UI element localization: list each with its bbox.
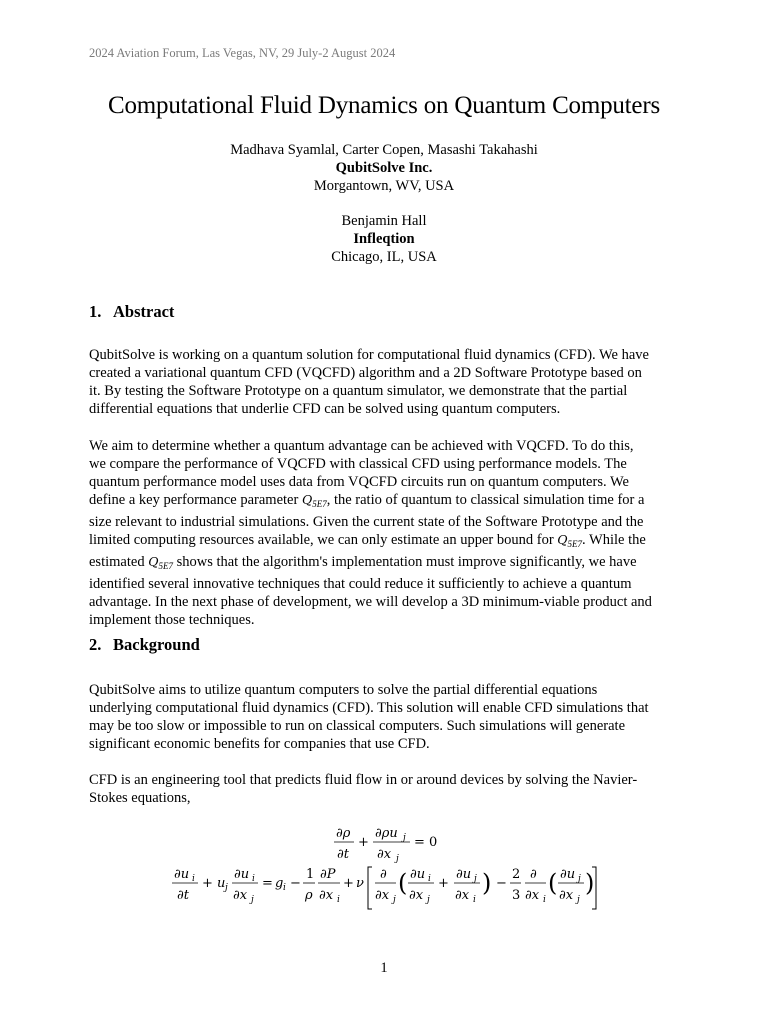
text-line: may be too slow or impossible to run on classical computers. Such simulations will generate bbox=[89, 718, 626, 734]
math-subscript: 5E7 bbox=[312, 499, 327, 509]
svg-text:1: 1 bbox=[306, 867, 315, 882]
paragraph bbox=[89, 771, 679, 807]
svg-text:∂x: ∂x bbox=[375, 888, 390, 903]
svg-text:ρ: ρ bbox=[305, 888, 313, 903]
conference-header: 2024 Aviation Forum, Las Vegas, NV, 29 July-2 August 2024 bbox=[89, 46, 396, 60]
svg-text:i: i bbox=[192, 874, 195, 884]
text-line: CFD is an engineering tool that predicts fluid flow in or around devices by solving the Navier- bbox=[89, 772, 638, 788]
math-subscript: 5E7 bbox=[158, 561, 173, 571]
svg-text:∂P: ∂P bbox=[320, 867, 336, 882]
svg-text:∂x: ∂x bbox=[455, 888, 470, 903]
svg-text:): ) bbox=[482, 869, 492, 897]
svg-text:(: ( bbox=[398, 869, 408, 897]
paragraph bbox=[89, 346, 679, 418]
svg-text:∂ρu: ∂ρu bbox=[375, 826, 398, 841]
svg-text:(: ( bbox=[548, 869, 558, 897]
text-line: created a variational quantum CFD (VQCFD) algorithm and a 2D Software Prototype based on bbox=[89, 365, 642, 381]
text-line: QubitSolve is working on a quantum solution for computational fluid dynamics (CFD). We have bbox=[89, 347, 649, 363]
paragraph bbox=[89, 681, 679, 753]
svg-text:j: j bbox=[578, 874, 581, 884]
svg-text:j: j bbox=[403, 833, 406, 843]
svg-text:∂u: ∂u bbox=[174, 867, 190, 882]
equation-momentum bbox=[172, 867, 596, 909]
svg-text:i: i bbox=[337, 895, 340, 905]
svg-text:j: j bbox=[393, 895, 396, 905]
equation-continuity bbox=[334, 826, 437, 864]
svg-text:i: i bbox=[283, 883, 286, 893]
svg-text:): ) bbox=[585, 869, 595, 897]
paper-title: Computational Fluid Dynamics on Quantum Computers bbox=[108, 92, 660, 119]
page-number: 1 bbox=[380, 960, 388, 976]
math-symbol: Q bbox=[301, 492, 313, 507]
text-line: Stokes equations, bbox=[89, 790, 191, 806]
svg-text:∂ρ: ∂ρ bbox=[336, 826, 351, 841]
svg-text:∂x: ∂x bbox=[409, 888, 424, 903]
section-number: 2. bbox=[89, 635, 102, 654]
svg-text:+: + bbox=[438, 876, 449, 891]
text-line: differential equations that underlie CFD can be solved using quantum computers. bbox=[89, 401, 561, 417]
svg-text:i: i bbox=[428, 874, 431, 884]
svg-text:2: 2 bbox=[512, 867, 521, 882]
svg-text:i: i bbox=[543, 895, 546, 905]
svg-text:∂x: ∂x bbox=[233, 888, 248, 903]
svg-text:= 0: = 0 bbox=[414, 835, 438, 850]
paragraph bbox=[89, 437, 679, 629]
svg-text:j: j bbox=[225, 883, 228, 893]
svg-text:+: + bbox=[358, 835, 369, 850]
section-title: Background bbox=[113, 635, 200, 654]
text-line: estimated $Q_{5E7}$ shows that the algorithm's implementation must improve significantly, we have bbox=[89, 554, 637, 571]
svg-text:j: j bbox=[251, 895, 254, 905]
svg-text:+: + bbox=[343, 876, 354, 891]
author-location-2: Chicago, IL, USA bbox=[331, 249, 437, 265]
svg-text:j: j bbox=[427, 895, 430, 905]
svg-text:∂: ∂ bbox=[530, 867, 537, 882]
svg-text:∂t: ∂t bbox=[337, 847, 349, 862]
svg-text:∂x: ∂x bbox=[525, 888, 540, 903]
svg-text:i: i bbox=[473, 895, 476, 905]
svg-text:j: j bbox=[577, 895, 580, 905]
text-line: underlying computational fluid dynamics (CFD). This solution will enable CFD simulations that bbox=[89, 700, 649, 716]
text-line: We aim to determine whether a quantum advantage can be achieved with VQCFD. To do this, bbox=[89, 438, 634, 454]
section-heading-abstract bbox=[89, 302, 174, 322]
text-line: we compare the performance of VQCFD with classical CFD using performance models. The bbox=[89, 456, 627, 472]
svg-text:∂: ∂ bbox=[380, 867, 387, 882]
math-subscript: 5E7 bbox=[567, 539, 583, 549]
section-heading-background bbox=[89, 635, 200, 655]
svg-text:∂x: ∂x bbox=[559, 888, 574, 903]
svg-text:−: − bbox=[496, 876, 507, 891]
svg-text:∂u: ∂u bbox=[234, 867, 250, 882]
text-line: significant economic benefits for companies that use CFD. bbox=[89, 736, 430, 752]
author-affiliation-1: QubitSolve Inc. bbox=[335, 160, 433, 176]
section-title: Abstract bbox=[113, 302, 175, 321]
svg-text:g: g bbox=[275, 876, 284, 891]
author-names-1: Madhava Syamlal, Carter Copen, Masashi Takahashi bbox=[230, 142, 538, 158]
text-line: identified several innovative techniques that could reduce it sufficiently to achieve a quantum bbox=[89, 576, 632, 592]
svg-text:ν: ν bbox=[356, 876, 364, 891]
text-line: implement those techniques. bbox=[89, 612, 255, 628]
svg-text:∂t: ∂t bbox=[177, 888, 189, 903]
svg-text:∂x: ∂x bbox=[319, 888, 334, 903]
section-number: 1. bbox=[89, 302, 102, 321]
svg-text:−: − bbox=[290, 876, 301, 891]
svg-text:i: i bbox=[252, 874, 255, 884]
text-line: it. By testing the Software Prototype on a quantum simulator, we demonstrate that the partial bbox=[89, 383, 628, 399]
svg-text:j: j bbox=[396, 854, 399, 864]
navier-stokes-equations bbox=[0, 815, 768, 915]
svg-text:∂x: ∂x bbox=[377, 847, 392, 862]
svg-text:∂u: ∂u bbox=[456, 867, 472, 882]
text-line: QubitSolve aims to utilize quantum computers to solve the partial differential equations bbox=[89, 682, 598, 698]
svg-text:=: = bbox=[262, 876, 273, 891]
svg-text:+: + bbox=[202, 876, 213, 891]
author-affiliation-2: Infleqtion bbox=[353, 231, 415, 247]
text-line: limited computing resources available, we can only estimate an upper bound for $Q_{5E7}$. While the bbox=[89, 532, 646, 549]
text-line: size relevant to industrial simulations. Given the current state of the Software Prototype and the bbox=[89, 514, 644, 530]
svg-text:∂u: ∂u bbox=[410, 867, 426, 882]
text-line: quantum performance model uses data from VQCFD circuits run on quantum computers. We bbox=[89, 474, 629, 490]
math-symbol: Q bbox=[148, 554, 159, 569]
svg-text:j: j bbox=[474, 874, 477, 884]
svg-text:u: u bbox=[217, 876, 226, 891]
math-symbol: Q bbox=[557, 532, 568, 547]
text-line: define a key performance parameter $Q_{5E7}$, the ratio of quantum to classical simulation time for a bbox=[89, 492, 645, 509]
text-line: advantage. In the next phase of development, we will develop a 3D minimum-viable product and bbox=[89, 594, 652, 610]
author-names-2: Benjamin Hall bbox=[341, 213, 427, 229]
svg-text:∂u: ∂u bbox=[560, 867, 576, 882]
author-location-1: Morgantown, WV, USA bbox=[313, 178, 455, 194]
svg-text:3: 3 bbox=[512, 888, 521, 903]
